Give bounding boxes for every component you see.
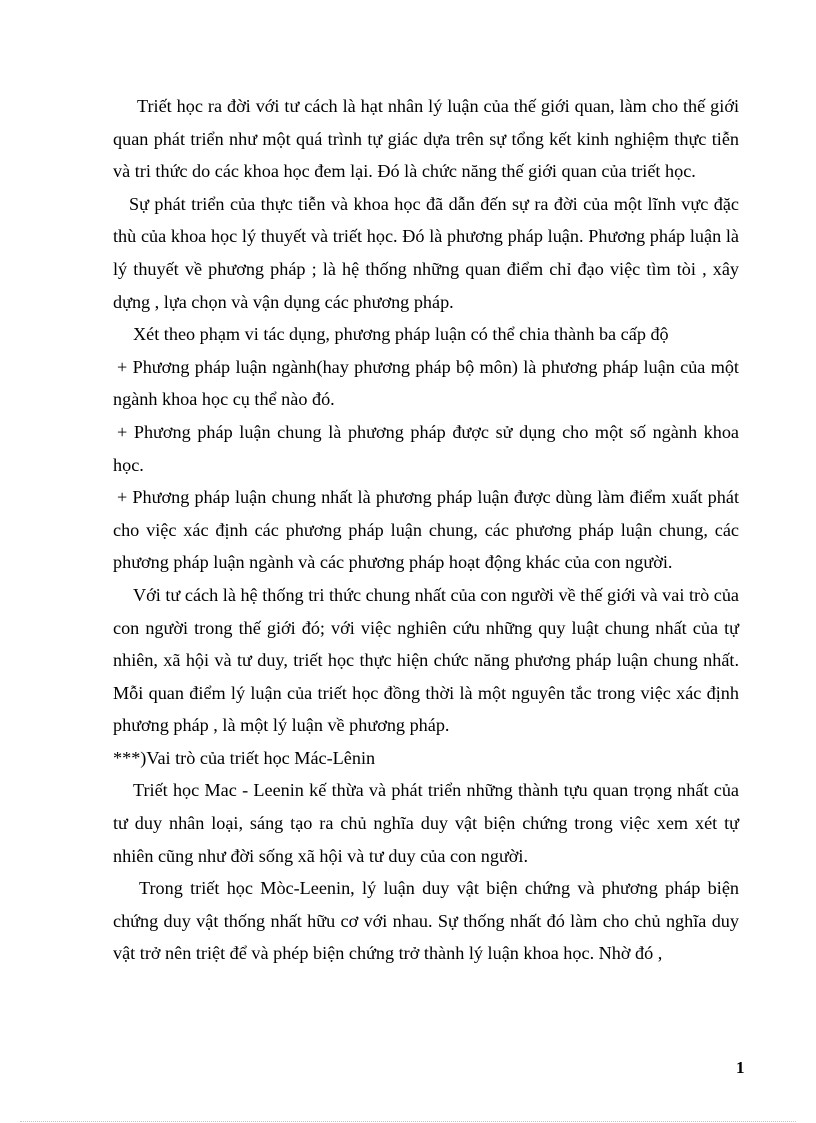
list-item-most-general-methodology: + Phương pháp luận chung nhất là phương pháp luận được dùng làm điểm xuất phát cho việc xác định các phương pháp luận chung, các phương pháp luận chung, các phương pháp luận ngành và các phương pháp hoạt động khác của con người. bbox=[113, 487, 739, 573]
page-bottom-divider bbox=[20, 1121, 796, 1122]
list-item-general-methodology: + Phương pháp luận chung là phương pháp được sử dụng cho một số ngành khoa học. bbox=[113, 421, 739, 475]
page-number: 1 bbox=[736, 1058, 745, 1077]
list-item-branch-methodology: + Phương pháp luận ngành(hay phương pháp bộ môn) là phương pháp luận của một ngành khoa học cụ thể nào đó. bbox=[113, 356, 739, 410]
paragraph-marxist-inheritance: Triết học Mac - Leenin kế thừa và phát triển những thành tựu quan trọng nhất của tư duy nhân loại, sáng tạo ra chủ nghĩa duy vật biện chứng trong việc xem xét tự nhiên cũng như đời sống xã hội và tư duy của con người. bbox=[113, 780, 739, 866]
body-text bbox=[113, 90, 739, 970]
paragraph-methodology-definition: Sự phát triển của thực tiễn và khoa học đã dẫn đến sự ra đời của một lĩnh vực đặc thù của khoa học lý thuyết và triết học. Đó là phương pháp luận. Phương pháp luận là lý thuyết về phương pháp ; là hệ thống những quan điểm chỉ đạo việc tìm tòi , xây dựng , lựa chọn và vận dụng các phương pháp. bbox=[113, 193, 739, 312]
section-heading-marxist-philosophy: ***)Vai trò của triết học Mác-Lênin bbox=[113, 747, 376, 768]
paragraph-worldview-function: Triết học ra đời với tư cách là hạt nhân lý luận của thế giới quan, làm cho thế giới quan phát triển như một quá trình tự giác dựa trên sự tổng kết kinh nghiệm thực tiễn và tri thức do các khoa học đem lại. Đó là chức năng thế giới quan của triết học. bbox=[113, 96, 739, 182]
paragraph-dialectical-materialism: Trong triết học Mòc-Leenin, lý luận duy vật biện chứng và phương pháp biện chứng duy vật thống nhất hữu cơ với nhau. Sự thống nhất đó làm cho chủ nghĩa duy vật trở nên triệt để và phép biện chứng trở thành lý luận khoa học. Nhờ đó , bbox=[113, 878, 739, 964]
paragraph-methodology-levels: Xét theo phạm vi tác dụng, phương pháp luận có thể chia thành ba cấp độ bbox=[133, 324, 669, 345]
paragraph-methodology-function: Với tư cách là hệ thống tri thức chung nhất của con người về thế giới và vai trò của con người trong thế giới đó; với việc nghiên cứu những quy luật chung nhất của tự nhiên, xã hội và tư duy, triết học thực hiện chức năng phương pháp luận chung nhất. Mỗi quan điểm lý luận của triết học đồng thời là một nguyên tắc trong việc xác định phương pháp , là một lý luận về phương pháp. bbox=[113, 584, 739, 736]
